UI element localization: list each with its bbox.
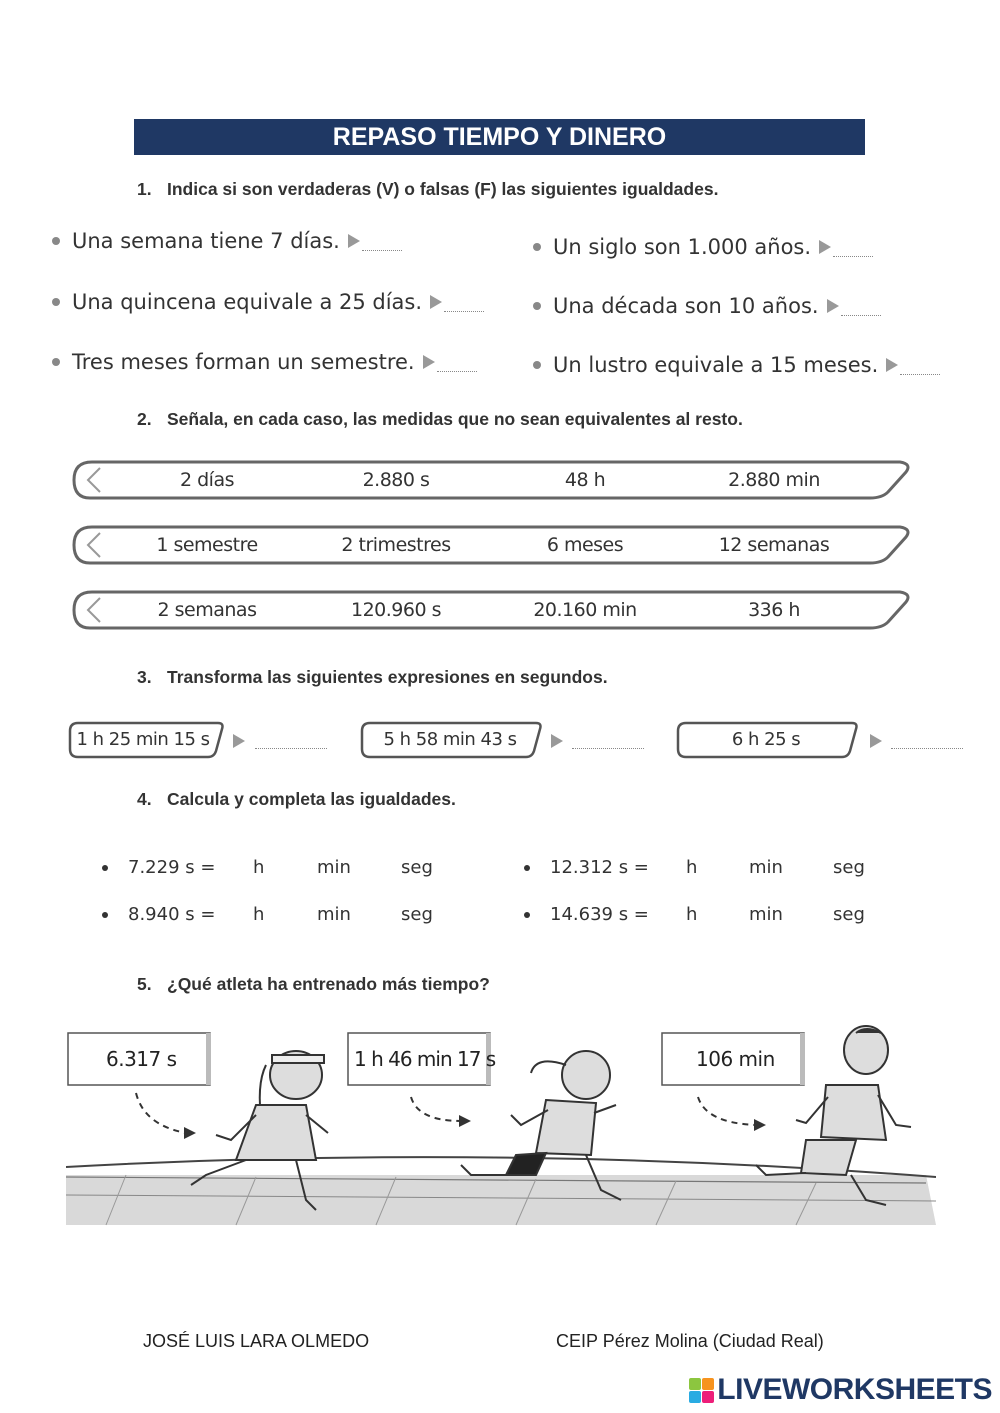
arrow-icon — [870, 734, 882, 748]
measure-option[interactable]: 336 h — [748, 599, 800, 621]
equality-item: 14.639 s = — [524, 904, 649, 925]
question-3-heading: 3. Transforma las siguientes expresiones en segundos. — [137, 667, 608, 687]
question-2-heading: 2. Señala, en cada caso, las medidas que no sean equivalentes al resto. — [137, 409, 743, 429]
bullet-icon — [52, 237, 60, 245]
arrow-icon — [551, 734, 563, 748]
measure-option[interactable]: 1 semestre — [156, 534, 258, 556]
bullet-icon — [533, 361, 541, 369]
q1-statement: Un lustro equivale a 15 meses. — [533, 353, 940, 377]
bullet-icon — [524, 865, 530, 871]
title-banner: REPASO TIEMPO Y DINERO — [134, 119, 865, 155]
track-scene — [66, 1025, 936, 1230]
answer-field[interactable] — [437, 353, 477, 372]
question-5-heading: 5. ¿Qué atleta ha entrenado más tiempo? — [137, 974, 490, 994]
answer-field[interactable] — [833, 238, 873, 257]
equality-item: 12.312 s = — [524, 857, 649, 878]
hours-unit: h — [686, 857, 698, 878]
bullet-icon — [533, 243, 541, 251]
seconds-unit: seg — [401, 904, 433, 925]
sign-label: 1 h 46 min 17 s — [354, 1047, 496, 1071]
minutes-unit: min — [749, 904, 783, 925]
bullet-icon — [102, 865, 108, 871]
answer-field[interactable] — [900, 356, 940, 375]
liveworksheets-brand: LIVEWORKSHEETS — [689, 1373, 992, 1407]
hours-unit: h — [253, 857, 265, 878]
measure-option[interactable]: 20.160 min — [533, 599, 637, 621]
q1-statement: Un siglo son 1.000 años. — [533, 235, 873, 259]
arrow-icon — [233, 734, 245, 748]
time-expression-box: 6 h 25 s — [676, 721, 860, 759]
bullet-icon — [533, 302, 541, 310]
school-name: CEIP Pérez Molina (Ciudad Real) — [556, 1331, 824, 1351]
q1-statement: Tres meses forman un semestre. — [52, 350, 477, 374]
seconds-unit: seg — [833, 857, 865, 878]
sign-label: 106 min — [696, 1047, 775, 1071]
bullet-icon — [52, 298, 60, 306]
arrow-icon — [430, 295, 442, 309]
answer-field[interactable] — [444, 293, 484, 312]
sign-label: 6.317 s — [106, 1047, 177, 1071]
question-4-heading: 4. Calcula y completa las igualdades. — [137, 789, 456, 809]
minutes-unit: min — [317, 904, 351, 925]
bullet-icon — [524, 912, 530, 918]
seconds-answer-field[interactable] — [255, 730, 327, 749]
time-expression-box: 5 h 58 min 43 s — [360, 721, 544, 759]
arrow-icon — [886, 358, 898, 372]
measure-option[interactable]: 12 semanas — [718, 534, 830, 556]
equality-item: 8.940 s = — [102, 904, 215, 925]
seconds-answer-field[interactable] — [572, 730, 644, 749]
measure-option[interactable]: 120.960 s — [350, 599, 441, 621]
bullet-icon — [52, 358, 60, 366]
q1-statement: Una semana tiene 7 días. — [52, 229, 402, 253]
answer-field[interactable] — [841, 297, 881, 316]
measure-option[interactable]: 2 días — [179, 469, 234, 491]
seconds-unit: seg — [401, 857, 433, 878]
arrow-icon — [819, 240, 831, 254]
hours-unit: h — [253, 904, 265, 925]
arrow-icon — [348, 234, 360, 248]
hours-unit: h — [686, 904, 698, 925]
measure-option[interactable]: 48 h — [564, 469, 606, 491]
measures-row — [70, 590, 912, 630]
time-expression-box: 1 h 25 min 15 s — [68, 721, 226, 759]
measure-option[interactable]: 6 meses — [546, 534, 624, 556]
q1-statement: Una quincena equivale a 25 días. — [52, 290, 484, 314]
arrow-icon — [827, 299, 839, 313]
measures-row — [70, 525, 912, 565]
measures-row — [70, 460, 912, 500]
seconds-unit: seg — [833, 904, 865, 925]
measure-option[interactable]: 2.880 min — [728, 469, 820, 491]
arrow-icon — [423, 355, 435, 369]
measure-option[interactable]: 2 trimestres — [341, 534, 451, 556]
answer-field[interactable] — [362, 232, 402, 251]
bullet-icon — [102, 912, 108, 918]
question-1-heading: 1. Indica si son verdaderas (V) o falsas (F) las siguientes igualdades. — [137, 179, 719, 199]
minutes-unit: min — [317, 857, 351, 878]
runners-illustration — [66, 1025, 936, 1230]
liveworksheets-logo-icon — [689, 1378, 714, 1403]
measure-option[interactable]: 2 semanas — [157, 599, 257, 621]
author-name: JOSÉ LUIS LARA OLMEDO — [143, 1331, 370, 1351]
equality-item: 7.229 s = — [102, 857, 215, 878]
q1-statement: Una década son 10 años. — [533, 294, 881, 318]
minutes-unit: min — [749, 857, 783, 878]
seconds-answer-field[interactable] — [891, 730, 963, 749]
measure-option[interactable]: 2.880 s — [362, 469, 430, 491]
